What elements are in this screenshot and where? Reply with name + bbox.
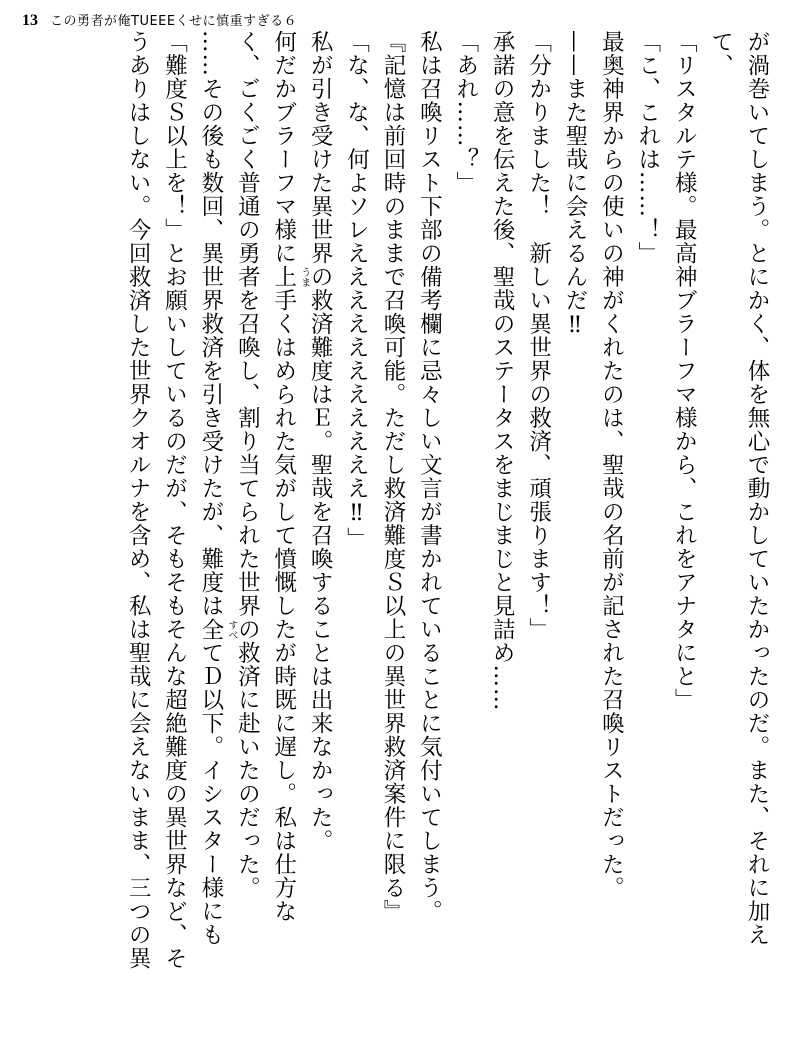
text-line-9: 「あれ……？」 <box>452 30 479 195</box>
ruby-base-char: 全 <box>197 617 224 641</box>
text-line-7: 「分かりました！ 新しい異世界の救済、頑張ります！」 <box>525 30 552 641</box>
text-line-3: 「リスタルテ様。最高神ブラーフマ様から、これをアナタにと」 <box>671 30 698 712</box>
text-line-13: 私が引き受けた異世界の救済難度はＥ。聖哉を召喚することは出来なかった。 <box>307 30 334 853</box>
page-number: 13 <box>22 12 38 29</box>
text-line-2: て、 <box>707 30 734 77</box>
text-line-16 <box>193 30 237 1015</box>
text-segment: 何だかブラーフマ様に <box>270 30 297 265</box>
text-line-6: ——また聖哉に会えるんだ‼ <box>561 30 588 339</box>
ruby-base-char: 上 <box>270 265 297 289</box>
text-line-14 <box>265 30 310 1015</box>
text-line-5: 最奥神界からの使いの神がくれたのは、聖哉の名前が記された召喚リストだった。 <box>598 30 625 900</box>
text-line-1: が渦巻いてしまう。とにかく、体を無心で動かしていたかったのだ。また、それに加え <box>744 30 770 947</box>
text-line-12: 「な、な、何よソレえええええええええええ‼」 <box>343 30 370 551</box>
ruby-reading: すべ <box>225 619 237 640</box>
text-segment: てＤ以下。イシスター様にも <box>197 641 224 947</box>
text-line-11: 『記憶は前回時のままで召喚可能。ただし救済難度Ｓ以上の異世界救済案件に限る』 <box>379 30 406 923</box>
text-segment: 手くはめられた気がして憤慨したが時既に遅し。私は仕方な <box>270 288 297 923</box>
text-line-10: 私は召喚リスト下部の備考欄に忌々しい文言が書かれていることに気付いてしまう。 <box>416 30 443 923</box>
text-line-17: 「難度Ｓ以上を！」とお願いしているのだが、そもそもそんな超絶難度の異世界など、そ <box>161 30 188 970</box>
text-segment: ……その後も数回、異世界救済を引き受けたが、難度は <box>197 30 224 618</box>
page-header <box>22 10 297 30</box>
ruby-base <box>197 617 237 642</box>
text-line-18: うありはしない。今回救済した世界クオルナを含め、私は聖哉に会えないまま、三つの異 <box>125 30 152 970</box>
ruby-reading: うま <box>298 267 310 287</box>
text-line-4: 「こ、これは……！」 <box>634 30 661 265</box>
body-text <box>25 30 775 1015</box>
text-line-15: く、ごくごく普通の勇者を召喚し、割り当てられた世界の救済に赴いたのだった。 <box>234 30 261 900</box>
ruby-base <box>270 265 310 289</box>
text-line-8: 承諾の意を伝えた後、聖哉のステータスをまじまじと見詰め…… <box>489 30 516 712</box>
running-title: この勇者が俺TUEEEくせに慎重すぎる６ <box>50 14 298 29</box>
